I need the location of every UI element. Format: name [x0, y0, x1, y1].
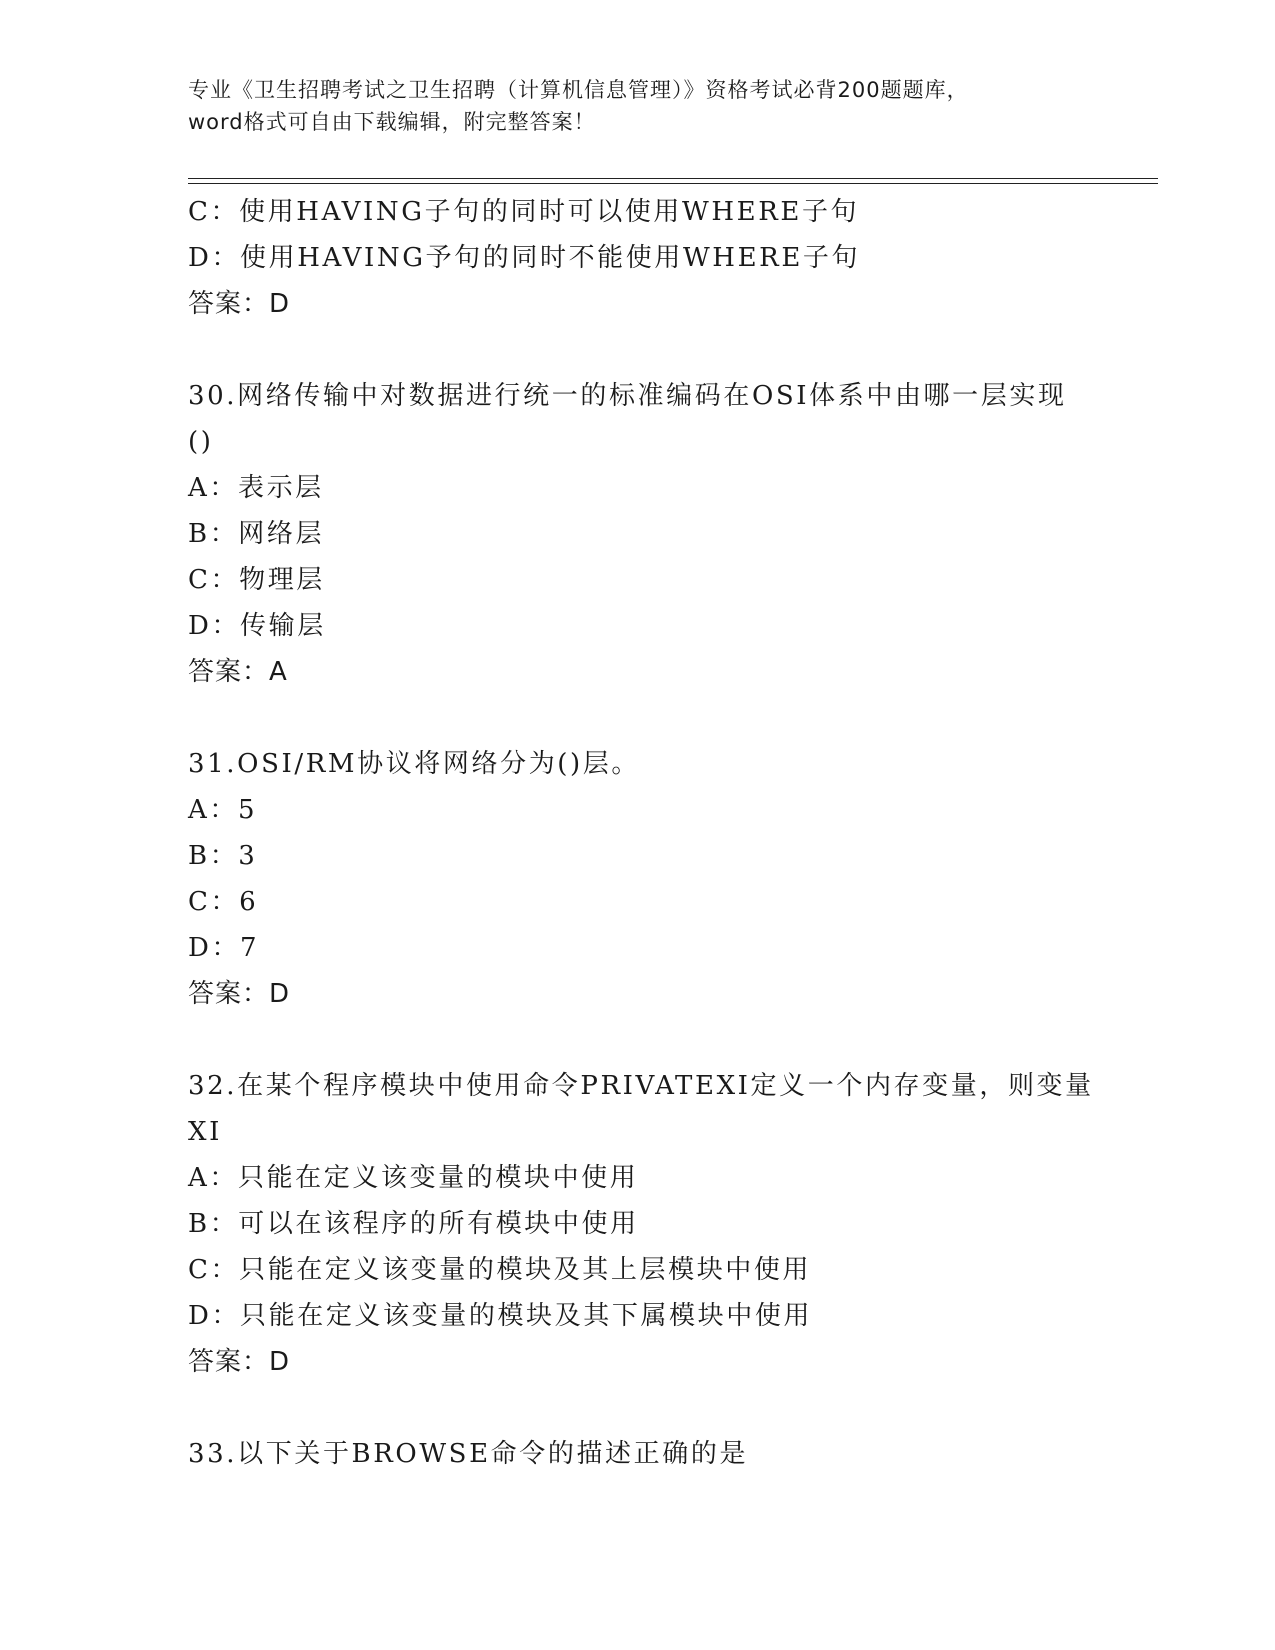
- option-c: C：使用HAVING子句的同时可以使用WHERE子句: [188, 197, 860, 227]
- header-title-line-2: word格式可自由下载编辑，附完整答案！: [188, 110, 596, 134]
- header-divider-top: [188, 178, 1158, 179]
- question-text-continued: XI: [188, 1117, 222, 1147]
- option-b: B：网络层: [188, 519, 325, 549]
- option-d: D：7: [188, 933, 260, 963]
- question-32: [188, 1063, 1094, 1385]
- question-list: [188, 189, 1094, 1477]
- option-a: A：表示层: [188, 473, 324, 503]
- question-30: [188, 373, 1088, 695]
- answer: 答案：D: [188, 289, 291, 319]
- question-text: 31.OSI/RM协议将网络分为()层。: [188, 749, 640, 779]
- option-b: B：可以在该程序的所有模块中使用: [188, 1209, 639, 1239]
- answer: 答案：D: [188, 979, 291, 1009]
- question-31: [188, 741, 1088, 1017]
- question-text: 30.网络传输中对数据进行统一的标准编码在OSI体系中由哪一层实现: [188, 381, 1067, 411]
- option-c: C：只能在定义该变量的模块及其上层模块中使用: [188, 1255, 812, 1285]
- option-c: C：物理层: [188, 565, 325, 595]
- question-text-continued: (): [188, 427, 214, 457]
- header-title-line-1: 专业《卫生招聘考试之卫生招聘（计算机信息管理）》资格考试必背200题题库，: [188, 78, 969, 102]
- option-a: A：5: [188, 795, 258, 825]
- option-a: A：只能在定义该变量的模块中使用: [188, 1163, 639, 1193]
- question-text: 32.在某个程序模块中使用命令PRIVATEXI定义一个内存变量，则变量: [188, 1071, 1094, 1101]
- option-d: D：使用HAVING予句的同时不能使用WHERE子句: [188, 243, 861, 273]
- answer: 答案：A: [188, 657, 288, 687]
- question-33: [188, 1431, 1088, 1477]
- option-d: D：传输层: [188, 611, 326, 641]
- document-header: [188, 74, 1088, 138]
- option-b: B：3: [188, 841, 258, 871]
- header-divider-bottom: [188, 183, 1158, 184]
- question-29: [188, 189, 1088, 327]
- option-d: D：只能在定义该变量的模块及其下属模块中使用: [188, 1301, 813, 1331]
- option-c: C：6: [188, 887, 259, 917]
- answer: 答案：D: [188, 1347, 291, 1377]
- question-text: 33.以下关于BROWSE命令的描述正确的是: [188, 1439, 749, 1469]
